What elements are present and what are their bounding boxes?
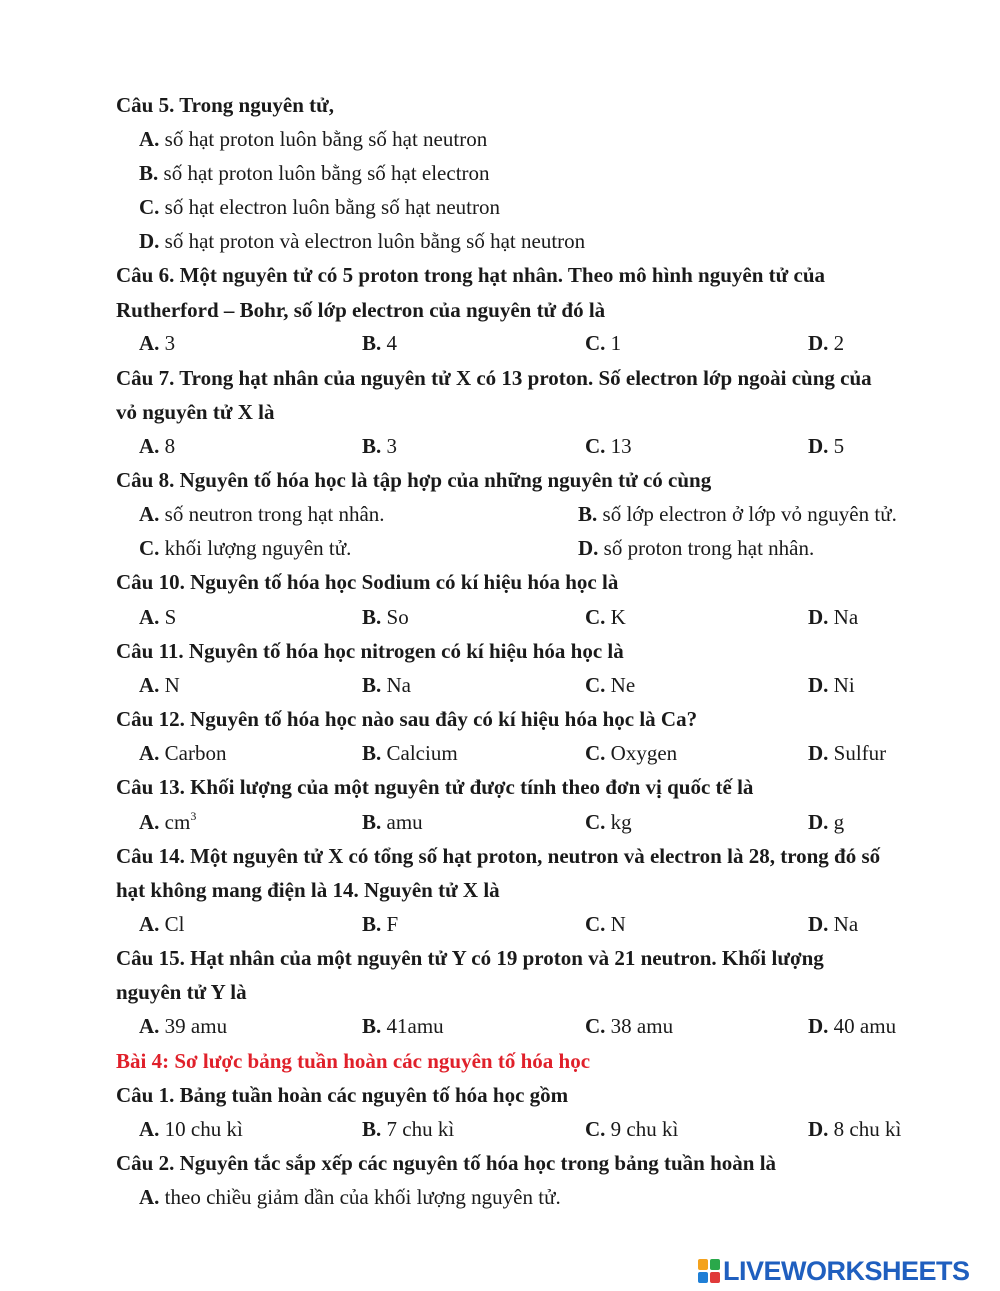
option-letter: A. [139, 331, 160, 355]
section-question-1-option-b[interactable] [362, 1117, 454, 1142]
superscript: 3 [190, 809, 197, 823]
option-letter: C. [585, 434, 606, 458]
option-text: 3 [164, 331, 176, 355]
question-12-option-b[interactable] [362, 741, 458, 766]
question-11-option-a[interactable] [139, 673, 180, 698]
option-text: Na [833, 912, 859, 936]
liveworksheets-watermark [698, 1256, 970, 1286]
option-text: số hạt proton luôn bằng số hạt electron [163, 161, 490, 185]
section-question-1-option-c[interactable] [585, 1117, 678, 1142]
option-letter: A. [139, 502, 160, 526]
option-text: Ne [610, 673, 636, 697]
question-14-title-cont: hạt không mang điện là 14. Nguyên tử X là [116, 878, 500, 902]
question-14-option-b[interactable] [362, 912, 398, 937]
question-7-option-a[interactable] [139, 434, 175, 459]
option-letter: C. [585, 605, 606, 629]
option-text: N [164, 673, 180, 697]
question-15-option-d[interactable] [808, 1014, 896, 1039]
option-letter: D. [808, 673, 829, 697]
option-text: số hạt proton và electron luôn bằng số hạt neutron [164, 229, 586, 253]
option-letter: B. [362, 1117, 382, 1141]
option-letter: A. [139, 912, 160, 936]
question-8-option-d[interactable] [578, 536, 814, 561]
option-text: F [386, 912, 399, 936]
option-text: 1 [610, 331, 622, 355]
option-text: amu [386, 810, 423, 834]
option-text: 39 amu [164, 1014, 228, 1038]
option-text: Na [833, 605, 859, 629]
option-text: 9 chu kì [610, 1117, 679, 1141]
question-6-option-a[interactable] [139, 331, 175, 356]
question-13-title: Câu 13. Khối lượng của một nguyên tử được tính theo đơn vị quốc tế là [116, 775, 754, 799]
option-letter: D. [808, 810, 829, 834]
option-text: 5 [833, 434, 845, 458]
option-text: 3 [386, 434, 398, 458]
option-letter: D. [808, 434, 829, 458]
option-letter: B. [362, 810, 382, 834]
option-text: số lớp electron ở lớp vỏ nguyên tử. [602, 502, 897, 526]
option-text: theo chiều giảm dần của khối lượng nguyên tử. [164, 1185, 561, 1209]
option-text: N [610, 912, 626, 936]
option-text: kg [610, 810, 632, 834]
option-letter: A. [139, 605, 160, 629]
question-8-title: Câu 8. Nguyên tố hóa học là tập hợp của những nguyên tử có cùng [116, 468, 712, 492]
section-question-2-title: Câu 2. Nguyên tắc sắp xếp các nguyên tố hóa học trong bảng tuần hoàn là [116, 1151, 777, 1175]
section-question-1-option-a[interactable] [139, 1117, 243, 1142]
option-text: Sulfur [833, 741, 887, 765]
question-15-option-a[interactable] [139, 1014, 227, 1039]
question-6-title-cont: Rutherford – Bohr, số lớp electron của nguyên tử đó là [116, 298, 606, 322]
question-13-option-d[interactable] [808, 810, 844, 835]
section-question-1-option-d[interactable] [808, 1117, 901, 1142]
question-15-title: Câu 15. Hạt nhân của một nguyên tử Y có 19 proton và 21 neutron. Khối lượng [116, 946, 824, 970]
question-14-title: Câu 14. Một nguyên tử X có tổng số hạt proton, neutron và electron là 28, trong đó số [116, 844, 881, 868]
question-12-title: Câu 12. Nguyên tố hóa học nào sau đây có kí hiệu hóa học là Ca? [116, 707, 698, 731]
option-letter: D. [808, 331, 829, 355]
question-10-title: Câu 10. Nguyên tố hóa học Sodium có kí hiệu hóa học là [116, 570, 619, 594]
option-letter: A. [139, 1014, 160, 1038]
option-letter: C. [585, 741, 606, 765]
option-letter: D. [139, 229, 160, 253]
option-letter: B. [362, 912, 382, 936]
question-12-option-a[interactable] [139, 741, 227, 766]
option-letter: B. [362, 605, 382, 629]
question-6-option-c[interactable] [585, 331, 621, 356]
option-letter: B. [362, 1014, 382, 1038]
option-letter: B. [139, 161, 159, 185]
question-11-option-d[interactable] [808, 673, 855, 698]
option-text: K [610, 605, 626, 629]
option-letter: C. [585, 673, 606, 697]
option-text: Oxygen [610, 741, 678, 765]
question-7-title: Câu 7. Trong hạt nhân của nguyên tử X có 13 proton. Số electron lớp ngoài cùng của [116, 366, 872, 390]
question-5-option-c[interactable] [139, 195, 500, 220]
question-10-option-b[interactable] [362, 605, 409, 630]
option-text: số hạt electron luôn bằng số hạt neutron [164, 195, 501, 219]
option-letter: C. [139, 195, 160, 219]
option-text: số proton trong hạt nhân. [603, 536, 815, 560]
option-letter: A. [139, 127, 160, 151]
option-text: g [833, 810, 845, 834]
question-6-option-b[interactable] [362, 331, 397, 356]
section-question-2-option-a[interactable] [139, 1185, 561, 1210]
option-text: 41amu [386, 1014, 444, 1038]
option-letter: D. [578, 536, 599, 560]
question-5-title: Câu 5. Trong nguyên tử, [116, 93, 334, 117]
option-letter: D. [808, 912, 829, 936]
question-15-option-c[interactable] [585, 1014, 673, 1039]
question-7-option-b[interactable] [362, 434, 397, 459]
option-text: Calcium [386, 741, 458, 765]
option-letter: D. [808, 605, 829, 629]
question-8-option-b[interactable] [578, 502, 897, 527]
option-text: Cl [164, 912, 185, 936]
question-7-option-c[interactable] [585, 434, 632, 459]
question-12-option-d[interactable] [808, 741, 886, 766]
question-6-option-d[interactable] [808, 331, 844, 356]
option-letter: D. [808, 1014, 829, 1038]
question-14-option-d[interactable] [808, 912, 858, 937]
question-11-option-b[interactable] [362, 673, 411, 698]
question-15-title-cont: nguyên tử Y là [116, 980, 247, 1004]
option-letter: C. [585, 810, 606, 834]
question-7-option-d[interactable] [808, 434, 844, 459]
option-letter: C. [585, 1117, 606, 1141]
option-letter: C. [585, 912, 606, 936]
liveworksheets-logo-icon [698, 1259, 720, 1283]
option-text: 2 [833, 331, 845, 355]
question-6-title: Câu 6. Một nguyên tử có 5 proton trong hạt nhân. Theo mô hình nguyên tử của [116, 263, 825, 287]
question-13-option-a[interactable] [139, 810, 196, 835]
option-text: 13 [610, 434, 632, 458]
option-letter: C. [585, 331, 606, 355]
option-text: Ni [833, 673, 855, 697]
option-text: 8 [164, 434, 176, 458]
option-letter: D. [808, 1117, 829, 1141]
question-8-option-a[interactable] [139, 502, 385, 527]
option-letter: C. [585, 1014, 606, 1038]
question-11-option-c[interactable] [585, 673, 635, 698]
option-letter: B. [362, 741, 382, 765]
question-5-option-b[interactable] [139, 161, 490, 186]
option-text: cm [164, 810, 191, 834]
option-letter: A. [139, 673, 160, 697]
question-5-option-d[interactable] [139, 229, 585, 254]
option-text: 7 chu kì [386, 1117, 455, 1141]
question-8-option-c[interactable] [139, 536, 351, 561]
option-text: 10 chu kì [164, 1117, 243, 1141]
option-letter: A. [139, 1185, 160, 1209]
option-letter: B. [362, 331, 382, 355]
option-text: 38 amu [610, 1014, 674, 1038]
question-14-option-c[interactable] [585, 912, 626, 937]
watermark-text: LIVEWORKSHEETS [723, 1255, 970, 1286]
option-letter: D. [808, 741, 829, 765]
question-15-option-b[interactable] [362, 1014, 444, 1039]
option-letter: B. [362, 434, 382, 458]
option-letter: A. [139, 434, 160, 458]
option-letter: B. [362, 673, 382, 697]
option-letter: A. [139, 741, 160, 765]
option-text: Na [386, 673, 412, 697]
option-letter: A. [139, 1117, 160, 1141]
question-10-option-c[interactable] [585, 605, 626, 630]
option-text: Carbon [164, 741, 227, 765]
question-13-option-c[interactable] [585, 810, 632, 835]
option-text: S [164, 605, 177, 629]
question-10-option-a[interactable] [139, 605, 176, 630]
option-text: 40 amu [833, 1014, 897, 1038]
option-text: 8 chu kì [833, 1117, 902, 1141]
option-letter: C. [139, 536, 160, 560]
option-text: số neutron trong hạt nhân. [164, 502, 385, 526]
option-letter: A. [139, 810, 160, 834]
question-14-option-a[interactable] [139, 912, 185, 937]
option-letter: B. [578, 502, 598, 526]
option-text: So [386, 605, 409, 629]
section-title: Bài 4: Sơ lược bảng tuần hoàn các nguyên tố hóa học [116, 1049, 591, 1073]
question-7-title-cont: vỏ nguyên tử X là [116, 400, 275, 424]
section-question-1-title: Câu 1. Bảng tuần hoàn các nguyên tố hóa học gồm [116, 1083, 569, 1107]
question-12-option-c[interactable] [585, 741, 677, 766]
option-text: số hạt proton luôn bằng số hạt neutron [164, 127, 488, 151]
option-text: khối lượng nguyên tử. [164, 536, 352, 560]
question-10-option-d[interactable] [808, 605, 858, 630]
question-11-title: Câu 11. Nguyên tố hóa học nitrogen có kí hiệu hóa học là [116, 639, 624, 663]
option-text: 4 [386, 331, 398, 355]
question-13-option-b[interactable] [362, 810, 423, 835]
question-5-option-a[interactable] [139, 127, 487, 152]
